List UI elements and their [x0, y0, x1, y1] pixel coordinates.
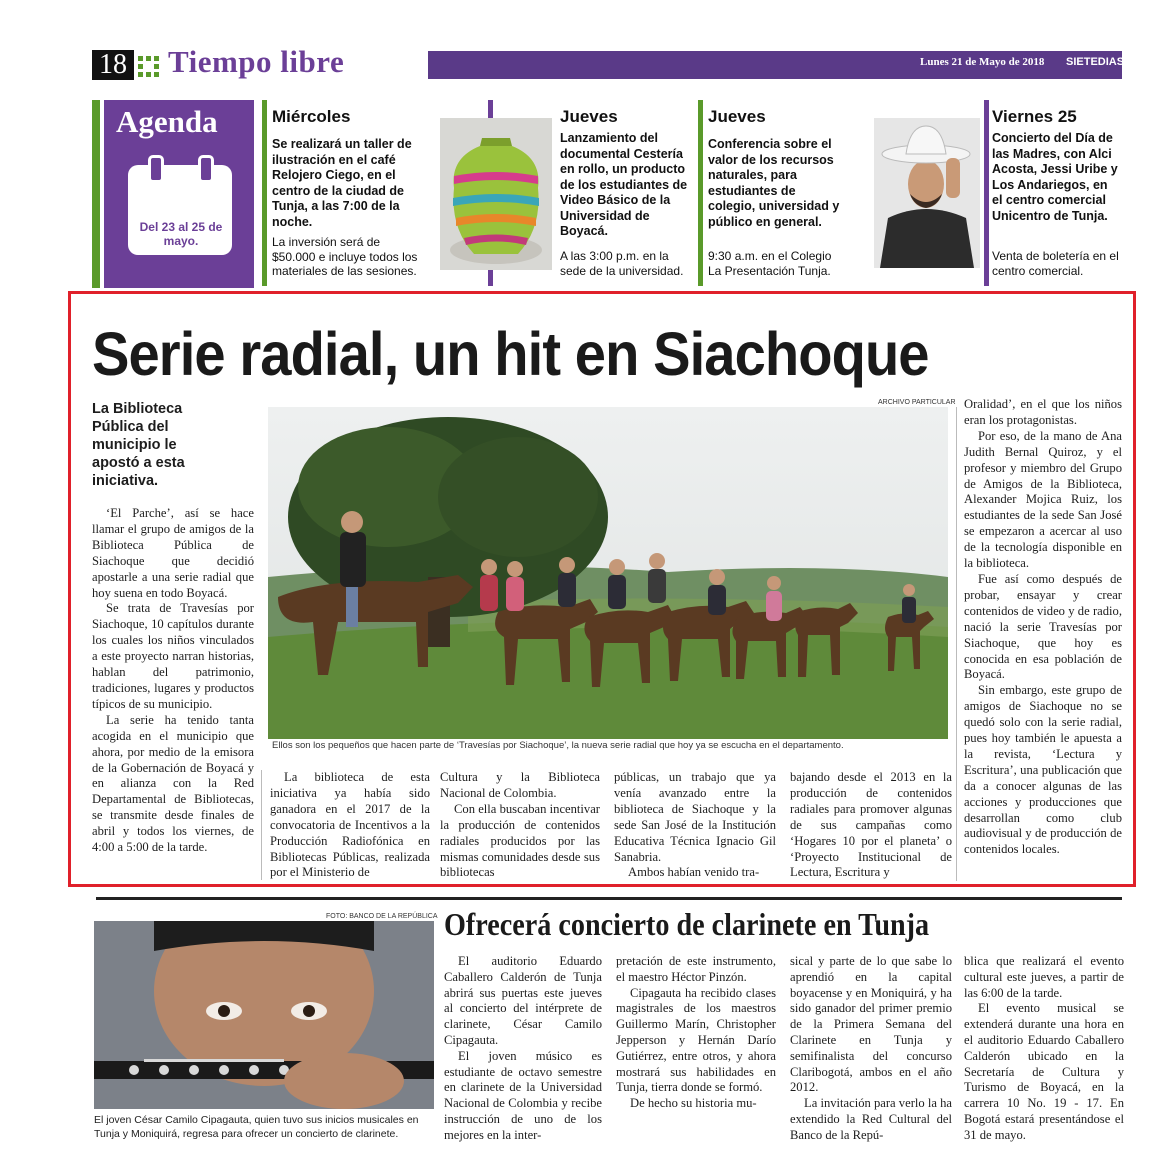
- article-column: [440, 770, 600, 881]
- event-extra: 9:30 a.m. en el Colegio La Presentación Tunja.: [708, 249, 832, 278]
- column-rule: [261, 770, 262, 880]
- event-text: Se realizará un taller de ilustración en el café Relojero Ciego, en el centro de la ciudad de Tunja, a las 7:00 de la noche.: [272, 137, 412, 229]
- event-extra: Venta de boletería en el centro comercial.: [992, 249, 1119, 278]
- article-deck: La Biblioteca Pública del municipio le apostó a esta iniciativa.: [92, 401, 185, 489]
- page-number: 18: [92, 50, 134, 80]
- paragraph: La biblioteca de esta iniciativa ya había sido ganadora en el 2017 de la convocatoria de Incentivos a la Producción Radiofónica en Bibliotecas Públicas, realizada por el Ministerio de: [270, 770, 430, 880]
- event-text: Conferencia sobre el valor de los recursos naturales, para estudiantes de colegio, universidad y público en general.: [708, 137, 840, 229]
- article-column: [964, 954, 1124, 1144]
- paragraph: Oralidad’, en el que los niños eran los protagonistas.: [964, 397, 1122, 427]
- riders-photo: [268, 407, 948, 739]
- paragraph: Sin embargo, este grupo de amigos de Siachoque no se quedó solo con la serie radial, pues hoy también le apuesta a la revista, ‘Lectura y Escritura’, una publicación que da a conocer algunas de las acciones y producciones que desarrollan como club audiovisual y de producción de contenidos locales.: [964, 683, 1122, 857]
- event-accent-bar: [984, 100, 989, 286]
- section-title: Tiempo libre: [168, 44, 345, 79]
- paragraph: Por eso, de la mano de Ana Judith Bernal Quiroz, y el profesor y miembro del Grupo de Amigos de la Biblioteca, Alexander Mojica Ruiz, los estudiantes de la sede San José se empezaron a acercar al uso de la tecnología disponible en la biblioteca.: [964, 428, 1122, 571]
- article-column: [616, 954, 776, 1112]
- article-column: [270, 770, 430, 881]
- paragraph: Se trata de Travesías por Siachoque, 10 capítulos durante los cuales los niños vinculados a este proyecto narran historias, hablan del patrimonio, tradiciones, lugares y productos típicos de su municipio.: [92, 601, 254, 711]
- section-rule: [96, 897, 1122, 900]
- paragraph: De hecho su historia mu-: [630, 1096, 757, 1111]
- event-day: Jueves: [560, 107, 618, 126]
- event-extra: A las 3:00 p.m. en la sede de la universidad.: [560, 249, 684, 278]
- paragraph: Cipagauta ha recibido clases magistrales de los maestros Guillermo Marín, Christopher Jepperson y Hernán Darío Gutiérrez, entre otros, y ahora mostrará sus habilidades en Tunja, tierra donde se formó.: [616, 985, 776, 1095]
- clarinetist-photo: [94, 921, 434, 1109]
- paragraph: El auditorio Eduardo Caballero Calderón de Tunja abrirá sus puertas este jueves al concierto del intérprete de clarinete, César Camilo Cipagauta.: [444, 954, 602, 1047]
- paragraph: Fue así como después de probar, ensayar y crear contenidos de video y de radio, nació la serie Travesías por Siachoque, que hoy es conocida en esa población de Boyacá.: [964, 571, 1122, 682]
- paragraph: sical y parte de lo que sabe lo aprendió en la capital boyacense y en Moniquirá, y ha sido ganador del primer premio de la Primera Semana del Clarinete en Tunja y semifinalista del concurso Claribogotá, ambos en el año 2012.: [790, 954, 952, 1095]
- event-text: Lanzamiento del documental Cestería en rollo, un producto de los estudiantes de Video Básico de la Universidad de Boyacá.: [560, 131, 688, 238]
- photo-caption: Ellos son los pequeños que hacen parte de ‘Travesías por Siachoque’, la nueva serie radial que hoy ya se escucha en el departamento.: [272, 740, 844, 751]
- paragraph: públicas, un trabajo que ya venía avanzado entre la biblioteca de Siachoque y la sede San José de la Institución Educativa Técnica Ignacio Gil Sanabria.: [614, 770, 776, 864]
- photo-caption: El joven César Camilo Cipagauta, quien tuvo sus inicios musicales en Tunja y Moniquirá, regresa para ofrecer un concierto de clarinete.: [94, 1114, 419, 1140]
- event-extra: La inversión será de $50.000 e incluye todos los materiales de las sesiones.: [272, 235, 418, 278]
- paragraph: Ambos habían venido tra-: [628, 865, 760, 880]
- paragraph: El evento musical se extenderá durante una hora en el auditorio Eduardo Caballero Calderón ubicado en la Secretaría de Cultura y Turismo de Boyacá, en la carrera 10 No. 19 - 17. En Bogotá estará presentándose el 31 de mayo.: [964, 1001, 1124, 1142]
- paragraph: La serie ha tenido tanta acogida en el municipio que ahora, por medio de la emisora de la Gobernación de Boyacá y en alianza con la Red Departamental de Bibliotecas, se transmite desde finales de abril y todos los viernes, de 4:00 a 5:00 de la tarde.: [92, 712, 254, 855]
- article-column: [790, 954, 952, 1144]
- paragraph: El joven músico es estudiante de octavo semestre en clarinete de la Universidad Nacional de Colombia y recibe instrucción de uno de los mejores en la inter-: [444, 1048, 602, 1142]
- photo-credit: FOTO: BANCO DE LA REPÚBLICA: [326, 913, 438, 920]
- article-column: [790, 770, 952, 881]
- article-column: [964, 397, 1122, 858]
- column-rule: [956, 407, 957, 881]
- agenda-accent-bar: [92, 100, 100, 288]
- article-headline: Serie radial, un hit en Siachoque: [92, 320, 929, 388]
- event-day: Miércoles: [272, 107, 351, 126]
- header-date: Lunes 21 de Mayo de 2018: [920, 56, 1045, 68]
- event-day: Viernes 25: [992, 107, 1077, 126]
- publication-logo: SIETEDIAS: [1066, 56, 1125, 68]
- paragraph: ‘El Parche’, así se hace llamar el grupo de amigos de la Biblioteca Pública de Siachoque que decidió apostarle a una serie radial que hoy suena en todo Boyacá.: [92, 506, 254, 600]
- article-column: [92, 506, 254, 856]
- paragraph: blica que realizará el evento cultural este jueves, a partir de las 6:00 de la tarde.: [964, 954, 1124, 1000]
- green-dots-ornament: [138, 56, 160, 78]
- article-column: [614, 770, 776, 881]
- photo-credit: ARCHIVO PARTICULAR: [878, 399, 956, 406]
- agenda-title: Agenda: [116, 104, 218, 139]
- paragraph: Con ella buscaban incentivar la producción de contenidos radiales producidos por las mismas comunidades desde sus bibliotecas: [440, 801, 600, 880]
- paragraph: Cultura y la Biblioteca Nacional de Colombia.: [440, 770, 600, 800]
- article-column: [444, 954, 602, 1144]
- agenda-dates: Del 23 al 25 de mayo.: [139, 220, 223, 248]
- singer-photo: [874, 118, 980, 268]
- paragraph: pretación de este instrumento, el maestro Héctor Pinzón.: [616, 954, 776, 984]
- basket-photo: [440, 118, 552, 270]
- paragraph: bajando desde el 2013 en la producción de contenidos radiales para promover algunas de sus campañas como ‘Hogares 10 por el planeta’ o ‘Proyecto Institucional de Lectura, Escritura y: [790, 770, 952, 880]
- event-text: Concierto del Día de las Madres, con Alci Acosta, Jessi Uribe y Los Andariegos, en el centro comercial Unicentro de Tunja.: [992, 131, 1118, 223]
- event-accent-bar: [262, 100, 267, 286]
- paragraph: La invitación para verlo la ha extendido la Red Cultural del Banco de la Repú-: [790, 1096, 952, 1142]
- article-headline: Ofrecerá concierto de clarinete en Tunja: [444, 906, 930, 942]
- event-accent-bar: [698, 100, 703, 286]
- event-day: Jueves: [708, 107, 766, 126]
